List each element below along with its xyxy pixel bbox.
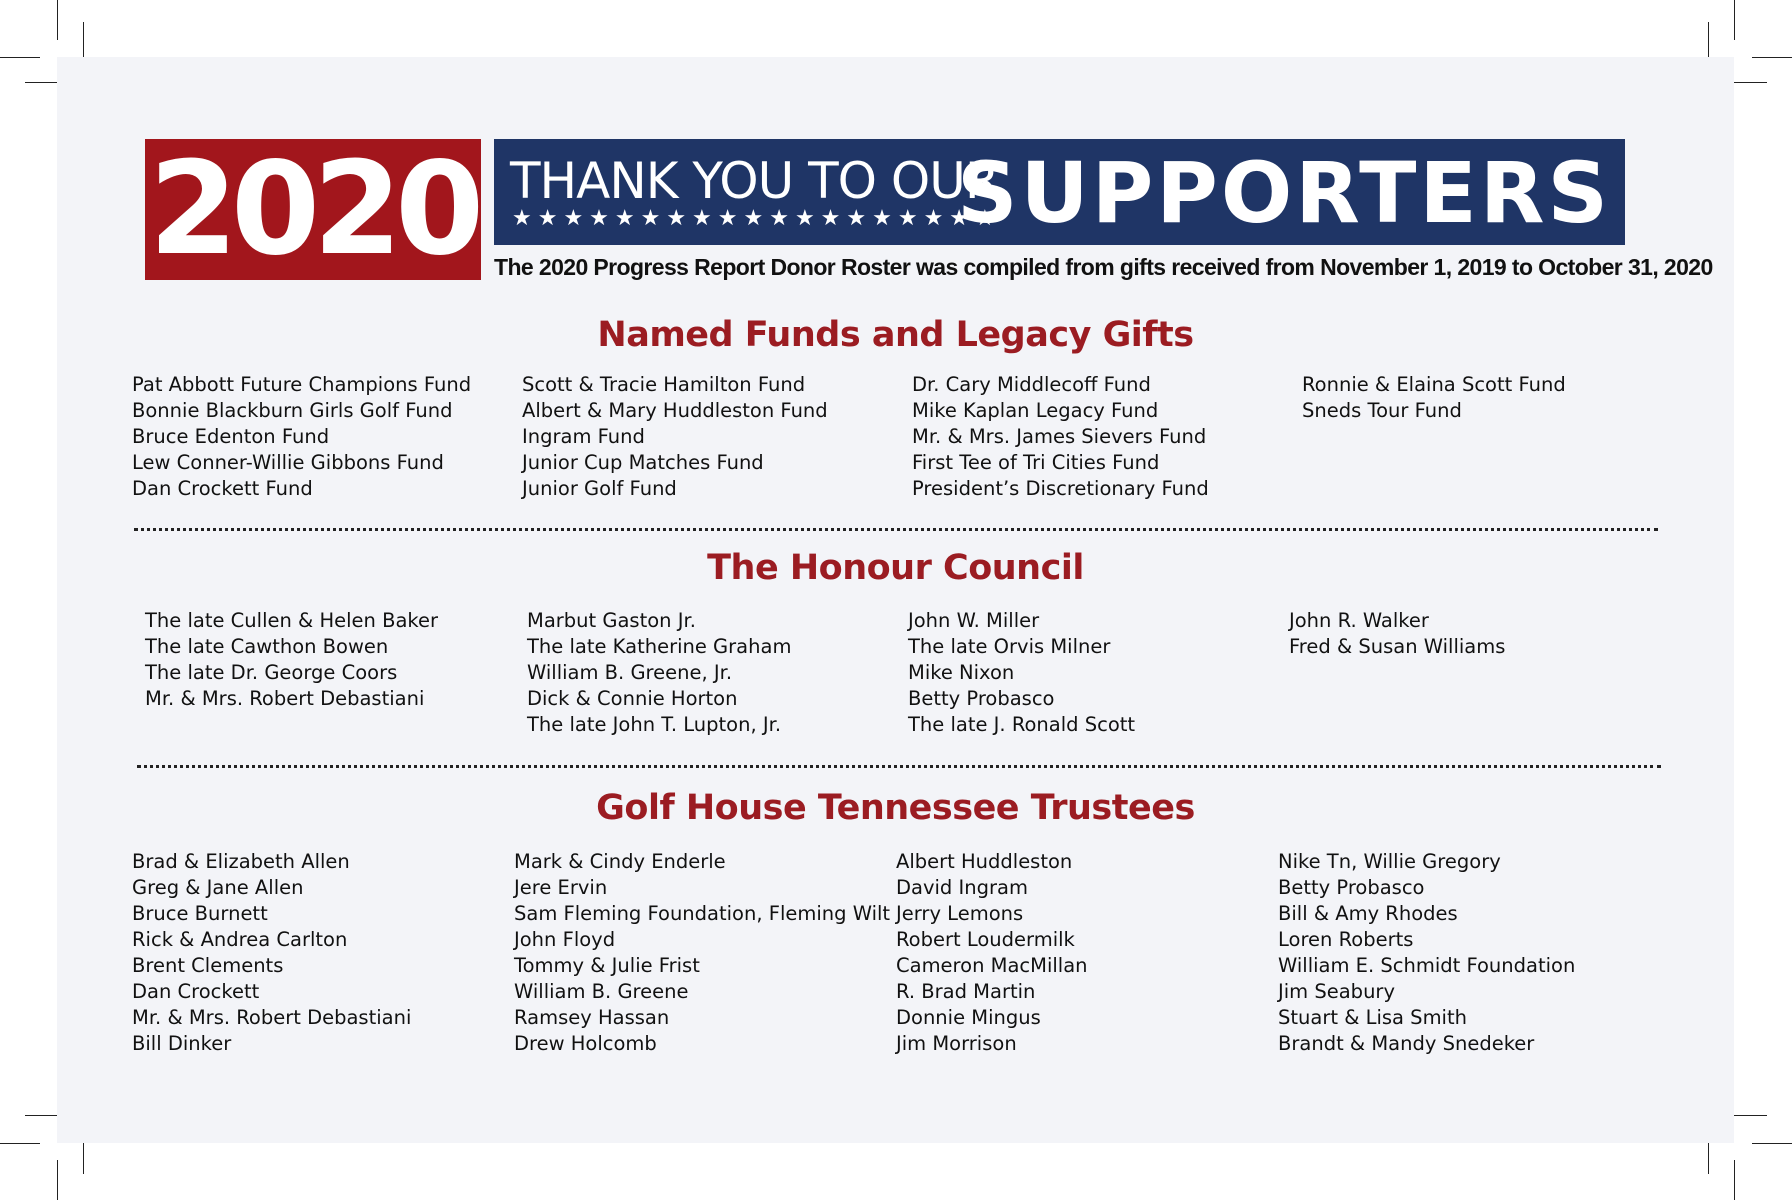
list-item: Cameron MacMillan — [896, 954, 1088, 977]
list-item: Sneds Tour Fund — [1302, 399, 1462, 422]
list-item: Pat Abbott Future Champions Fund — [132, 373, 472, 396]
list-item: John W. Miller — [908, 609, 1040, 632]
crop-mark — [0, 1143, 40, 1144]
list-item: Ronnie & Elaina Scott Fund — [1302, 373, 1566, 396]
list-item: Mr. & Mrs. James Sievers Fund — [912, 425, 1207, 448]
list-item: Stuart & Lisa Smith — [1278, 1006, 1467, 1029]
honour-council-column-2 — [527, 608, 897, 738]
list-item: Jere Ervin — [514, 876, 608, 899]
list-item: Donnie Mingus — [896, 1006, 1041, 1029]
list-item: Bill Dinker — [132, 1032, 232, 1055]
list-item: William E. Schmidt Foundation — [1278, 954, 1576, 977]
list-item: Ingram Fund — [522, 425, 645, 448]
list-item: Rick & Andrea Carlton — [132, 928, 348, 951]
list-item: Dick & Connie Horton — [527, 687, 738, 710]
crop-mark — [1734, 0, 1735, 40]
list-item: Lew Conner-Willie Gibbons Fund — [132, 451, 444, 474]
trustees-column-1 — [132, 849, 502, 1057]
section-title-honour-council: The Honour Council — [707, 548, 1084, 588]
list-item: Junior Golf Fund — [522, 477, 677, 500]
crop-mark — [1734, 1160, 1735, 1200]
list-item: The late Cawthon Bowen — [145, 635, 389, 658]
list-item: Bruce Edenton Fund — [132, 425, 330, 448]
list-item: John Floyd — [514, 928, 616, 951]
honour-council-column-1 — [145, 608, 515, 712]
list-item: Sam Fleming Foundation, Fleming Wilt — [514, 902, 891, 925]
list-item: Betty Probasco — [908, 687, 1055, 710]
list-item: Drew Holcomb — [514, 1032, 657, 1055]
list-item: Brad & Elizabeth Allen — [132, 850, 350, 873]
list-item: Mr. & Mrs. Robert Debastiani — [145, 687, 425, 710]
trustees-column-3 — [896, 849, 1266, 1057]
list-item: Ramsey Hassan — [514, 1006, 670, 1029]
list-item: Tommy & Julie Frist — [514, 954, 700, 977]
list-item: Bonnie Blackburn Girls Golf Fund — [132, 399, 453, 422]
list-item: Robert Loudermilk — [896, 928, 1075, 951]
section-title-trustees: Golf House Tennessee Trustees — [596, 788, 1195, 828]
list-item: Bill & Amy Rhodes — [1278, 902, 1458, 925]
list-item: Albert & Mary Huddleston Fund — [522, 399, 828, 422]
dotted-divider — [134, 528, 1658, 531]
crop-mark — [57, 0, 58, 40]
list-item: Mark & Cindy Enderle — [514, 850, 726, 873]
roster-subtitle: The 2020 Progress Report Donor Roster was compiled from gifts received from November 1, 2019 to October 31, 2020 — [494, 254, 1713, 280]
crop-mark — [57, 1160, 58, 1200]
list-item: Mr. & Mrs. Robert Debastiani — [132, 1006, 412, 1029]
list-item: Albert Huddleston — [896, 850, 1073, 873]
list-item: William B. Greene, Jr. — [527, 661, 733, 684]
year-badge: 2020 — [145, 139, 481, 280]
crop-mark — [1752, 1143, 1792, 1144]
list-item: The late John T. Lupton, Jr. — [527, 713, 782, 736]
named-funds-column-4 — [1302, 372, 1672, 424]
named-funds-column-3 — [912, 372, 1282, 502]
supporters-text: SUPPORTERS — [956, 144, 1611, 242]
list-item: The late Orvis Milner — [908, 635, 1111, 658]
list-item: Nike Tn, Willie Gregory — [1278, 850, 1501, 873]
list-item: Dr. Cary Middlecoff Fund — [912, 373, 1151, 396]
stars-row: ★★★★★★★★★★★★★★★★★★★ — [512, 205, 1001, 230]
list-item: The late Katherine Graham — [527, 635, 792, 658]
list-item: William B. Greene — [514, 980, 689, 1003]
trustees-column-2 — [514, 849, 891, 1057]
list-item: Marbut Gaston Jr. — [527, 609, 696, 632]
honour-council-column-4 — [1289, 608, 1659, 660]
list-item: Brent Clements — [132, 954, 284, 977]
list-item: The late J. Ronald Scott — [908, 713, 1136, 736]
honour-council-column-3 — [908, 608, 1278, 738]
list-item: Mike Nixon — [908, 661, 1015, 684]
list-item: Dan Crockett Fund — [132, 477, 313, 500]
list-item: President’s Discretionary Fund — [912, 477, 1209, 500]
list-item: The late Cullen & Helen Baker — [145, 609, 439, 632]
crop-mark — [1708, 22, 1709, 62]
list-item: Junior Cup Matches Fund — [522, 451, 764, 474]
thank-you-text: THANK YOU TO OUR — [510, 152, 999, 210]
crop-mark — [1752, 57, 1792, 58]
list-item: R. Brad Martin — [896, 980, 1036, 1003]
list-item: First Tee of Tri Cities Fund — [912, 451, 1160, 474]
list-item: Fred & Susan Williams — [1289, 635, 1506, 658]
named-funds-column-1 — [132, 372, 502, 502]
list-item: Jim Seabury — [1278, 980, 1395, 1003]
list-item: Greg & Jane Allen — [132, 876, 304, 899]
crop-mark — [0, 57, 40, 58]
section-title-named-funds: Named Funds and Legacy Gifts — [597, 315, 1194, 355]
list-item: Scott & Tracie Hamilton Fund — [522, 373, 806, 396]
list-item: Mike Kaplan Legacy Fund — [912, 399, 1159, 422]
dotted-divider — [137, 765, 1661, 768]
list-item: Loren Roberts — [1278, 928, 1414, 951]
list-item: The late Dr. George Coors — [145, 661, 398, 684]
thank-you-banner — [494, 139, 1625, 245]
list-item: Jerry Lemons — [896, 902, 1024, 925]
crop-mark — [83, 22, 84, 62]
list-item: John R. Walker — [1289, 609, 1429, 632]
list-item: Betty Probasco — [1278, 876, 1425, 899]
list-item: Jim Morrison — [896, 1032, 1017, 1055]
list-item: Dan Crockett — [132, 980, 260, 1003]
list-item: Bruce Burnett — [132, 902, 268, 925]
list-item: David Ingram — [896, 876, 1028, 899]
named-funds-column-2 — [522, 372, 892, 502]
list-item: Brandt & Mandy Snedeker — [1278, 1032, 1535, 1055]
trustees-column-4 — [1278, 849, 1648, 1057]
